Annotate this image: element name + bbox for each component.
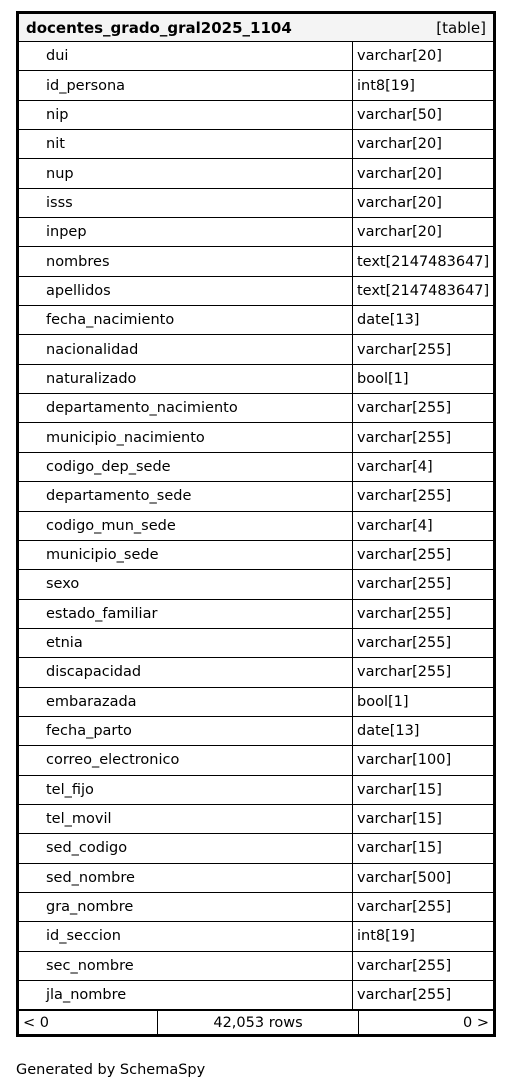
table-row (19, 365, 493, 394)
table-row (19, 42, 493, 71)
table-row (19, 570, 493, 599)
column-name: gra_nombre (19, 893, 353, 921)
column-name: sec_nombre (19, 952, 353, 980)
table-row (19, 688, 493, 717)
table-row (19, 101, 493, 130)
column-name: nit (19, 130, 353, 158)
table-row (19, 834, 493, 863)
column-type: varchar[100] (357, 752, 452, 769)
table-row (19, 922, 493, 951)
column-name: fecha_nacimiento (19, 306, 353, 334)
column-name: apellidos (19, 277, 353, 305)
table-row (19, 482, 493, 511)
column-name: tel_movil (19, 805, 353, 833)
column-name: tel_fijo (19, 776, 353, 804)
column-name: dui (19, 42, 353, 70)
column-name: sed_codigo (19, 834, 353, 862)
column-name: nombres (19, 247, 353, 275)
generator-credit: Generated by SchemaSpy (16, 1062, 206, 1078)
parents-count: < 0 (19, 1011, 158, 1034)
table-row (19, 277, 493, 306)
table-row (19, 541, 493, 570)
column-type: bool[1] (357, 370, 409, 387)
column-type: varchar[255] (357, 429, 452, 446)
column-name: codigo_dep_sede (19, 453, 353, 481)
table-row (19, 247, 493, 276)
table-row (19, 981, 493, 1010)
table-node (16, 11, 496, 1037)
column-name: sexo (19, 570, 353, 598)
table-row (19, 805, 493, 834)
column-type: varchar[255] (357, 987, 452, 1004)
table-header (19, 14, 493, 42)
table-row (19, 512, 493, 541)
column-type: varchar[255] (357, 957, 452, 974)
column-type: varchar[20] (357, 165, 442, 182)
column-name: discapacidad (19, 658, 353, 686)
table-row (19, 453, 493, 482)
column-type: varchar[500] (357, 869, 452, 886)
column-name: nacionalidad (19, 335, 353, 363)
table-row (19, 893, 493, 922)
column-type: varchar[255] (357, 576, 452, 593)
column-type: date[13] (357, 312, 420, 329)
column-type: varchar[255] (357, 605, 452, 622)
table-row (19, 952, 493, 981)
column-type: text[2147483647] (357, 253, 490, 270)
column-name: sed_nombre (19, 864, 353, 892)
column-name: codigo_mun_sede (19, 512, 353, 540)
column-type: varchar[255] (357, 899, 452, 916)
column-name: estado_familiar (19, 600, 353, 628)
table-row (19, 130, 493, 159)
column-name: nip (19, 101, 353, 129)
column-type: varchar[255] (357, 547, 452, 564)
column-type: varchar[15] (357, 811, 442, 828)
table-row (19, 71, 493, 100)
column-name: municipio_nacimiento (19, 423, 353, 451)
table-row (19, 776, 493, 805)
column-name: municipio_sede (19, 541, 353, 569)
column-name: inpep (19, 218, 353, 246)
column-type: bool[1] (357, 693, 409, 710)
column-type: varchar[255] (357, 400, 452, 417)
table-row (19, 394, 493, 423)
column-type: int8[19] (357, 77, 415, 94)
table-row (19, 423, 493, 452)
column-name: nup (19, 159, 353, 187)
column-type: varchar[15] (357, 781, 442, 798)
column-list (19, 42, 493, 1010)
children-count: 0 > (463, 1014, 489, 1031)
column-type: varchar[255] (357, 488, 452, 505)
column-type: varchar[255] (357, 635, 452, 652)
column-name: departamento_nacimiento (19, 394, 353, 422)
table-row (19, 629, 493, 658)
table-row (19, 746, 493, 775)
column-type: varchar[20] (357, 194, 442, 211)
column-type: varchar[20] (357, 224, 442, 241)
table-row (19, 218, 493, 247)
column-type: varchar[50] (357, 106, 442, 123)
column-type: text[2147483647] (357, 282, 490, 299)
column-type: varchar[4] (357, 458, 433, 475)
column-name: embarazada (19, 688, 353, 716)
table-row (19, 159, 493, 188)
column-type: date[13] (357, 723, 420, 740)
column-name: correo_electronico (19, 746, 353, 774)
table-row (19, 335, 493, 364)
table-row (19, 306, 493, 335)
table-kind-label: [table] (436, 18, 486, 37)
column-type: varchar[15] (357, 840, 442, 857)
column-type: varchar[255] (357, 341, 452, 358)
column-name: jla_nombre (19, 981, 353, 1009)
column-name: isss (19, 189, 353, 217)
table-row (19, 189, 493, 218)
column-type: varchar[255] (357, 664, 452, 681)
column-type: varchar[4] (357, 517, 433, 534)
column-type: varchar[20] (357, 136, 442, 153)
table-footer (19, 1010, 493, 1034)
table-row (19, 864, 493, 893)
column-name: id_persona (19, 71, 353, 99)
column-name: etnia (19, 629, 353, 657)
column-name: naturalizado (19, 365, 353, 393)
column-type: int8[19] (357, 928, 415, 945)
column-name: departamento_sede (19, 482, 353, 510)
table-row (19, 600, 493, 629)
column-name: id_seccion (19, 922, 353, 950)
row-count: 42,053 rows (158, 1011, 359, 1034)
table-row (19, 717, 493, 746)
column-type: varchar[20] (357, 48, 442, 65)
table-name: docentes_grado_gral2025_1104 (26, 18, 292, 37)
column-name: fecha_parto (19, 717, 353, 745)
table-row (19, 658, 493, 687)
